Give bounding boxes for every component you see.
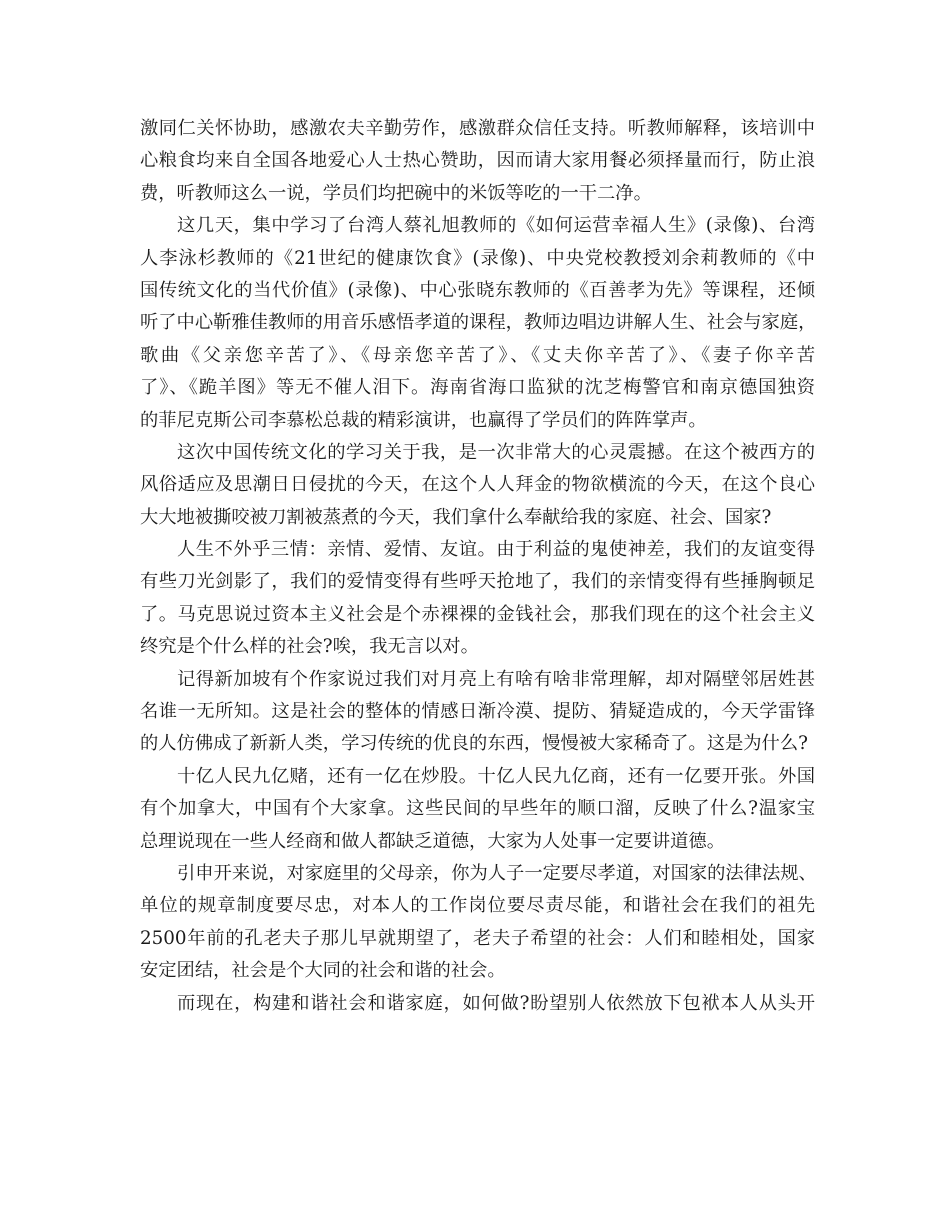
text-line: 激同仁关怀协助，感激农夫辛勤劳作，感激群众信任支持。听教师解释，该培训中 — [140, 118, 815, 139]
text-line: 大大地被撕咬被刀割被蒸煮的今天，我们拿什么奉献给我的家庭、社会、国家? — [140, 506, 772, 528]
text-line: 2500年前的孔老夫子那儿早就期望了，老夫子希望的社会：人们和睦相处，国家 — [140, 927, 815, 949]
text-line: 人李泳杉教师的《21世纪的健康饮食》(录像)、中央党校教授刘余莉教师的《中 — [140, 247, 815, 269]
text-line: 歌曲《父亲您辛苦了》、《母亲您辛苦了》、《丈夫你辛苦了》、《妻子你辛苦 — [140, 344, 815, 366]
text-line: 的人仿佛成了新新人类，学习传统的优良的东西，慢慢被大家稀奇了。这是为什么? — [140, 733, 808, 755]
text-line: 单位的规章制度要尽忠，对本人的工作岗位要尽责尽能，和谐社会在我们的祖先 — [140, 895, 815, 917]
text-line: 名谁一无所知。这是社会的整体的情感日渐冷漠、提防、猜疑造成的，今天学雷锋 — [140, 701, 815, 723]
text-line: 这次中国传统文化的学习关于我，是一次非常大的心灵震撼。在这个被西方的 — [177, 441, 815, 463]
text-line: 十亿人民九亿赌，还有一亿在炒股。十亿人民九亿商，还有一亿要开张。外国 — [177, 765, 815, 787]
text-line: 费，听教师这么一说，学员们均把碗中的米饭等吃的一干二净。 — [140, 182, 652, 204]
text-line: 了。马克思说过资本主义社会是个赤裸裸的金钱社会，那我们现在的这个社会主义 — [140, 603, 815, 625]
text-line: 记得新加坡有个作家说过我们对月亮上有啥有啥非常理解，却对隔壁邻居姓甚 — [177, 668, 815, 690]
text-line: 国传统文化的当代价值》(录像)、中心张晓东教师的《百善孝为先》等课程，还倾 — [140, 279, 815, 301]
document-body — [140, 113, 815, 1020]
text-line: 终究是个什么样的社会?唉，我无言以对。 — [140, 636, 479, 658]
text-line: 有个加拿大，中国有个大家拿。这些民间的早些年的顺口溜，反映了什么?温家宝 — [140, 798, 815, 820]
text-line: 风俗适应及思潮日日侵扰的今天，在这个人人拜金的物欲横流的今天，在这个良心 — [140, 474, 815, 496]
text-line: 心粮食均来自全国各地爱心人士热心赞助，因而请大家用餐必须择量而行，防止浪 — [140, 150, 815, 172]
text-line: 听了中心靳雅佳教师的用音乐感悟孝道的课程，教师边唱边讲解人生、社会与家庭， — [140, 312, 817, 334]
text-line: 这几天，集中学习了台湾人蔡礼旭教师的《如何运营幸福人生》(录像)、台湾 — [177, 215, 815, 237]
text-line: 安定团结，社会是个大同的社会和谐的社会。 — [140, 960, 506, 982]
text-line: 人生不外乎三情：亲情、爱情、友谊。由于利益的鬼使神差，我们的友谊变得 — [177, 539, 815, 561]
text-line: 而现在，构建和谐社会和谐家庭，如何做?盼望别人依然放下包袱本人从头开 — [177, 992, 815, 1014]
text-line: 有些刀光剑影了，我们的爱情变得有些呼天抢地了，我们的亲情变得有些捶胸顿足 — [140, 571, 815, 593]
text-line: 的菲尼克斯公司李慕松总裁的精彩演讲，也赢得了学员们的阵阵掌声。 — [140, 409, 707, 431]
text-line: 引申开来说，对家庭里的父母亲，你为人子一定要尽孝道，对国家的法律法规、 — [177, 862, 817, 884]
text-line: 总理说现在一些人经商和做人都缺乏道德，大家为人处事一定要讲道德。 — [140, 830, 725, 852]
text-line: 了》、《跪羊图》等无不催人泪下。海南省海口监狱的沈芝梅警官和南京德国独资 — [140, 377, 815, 399]
